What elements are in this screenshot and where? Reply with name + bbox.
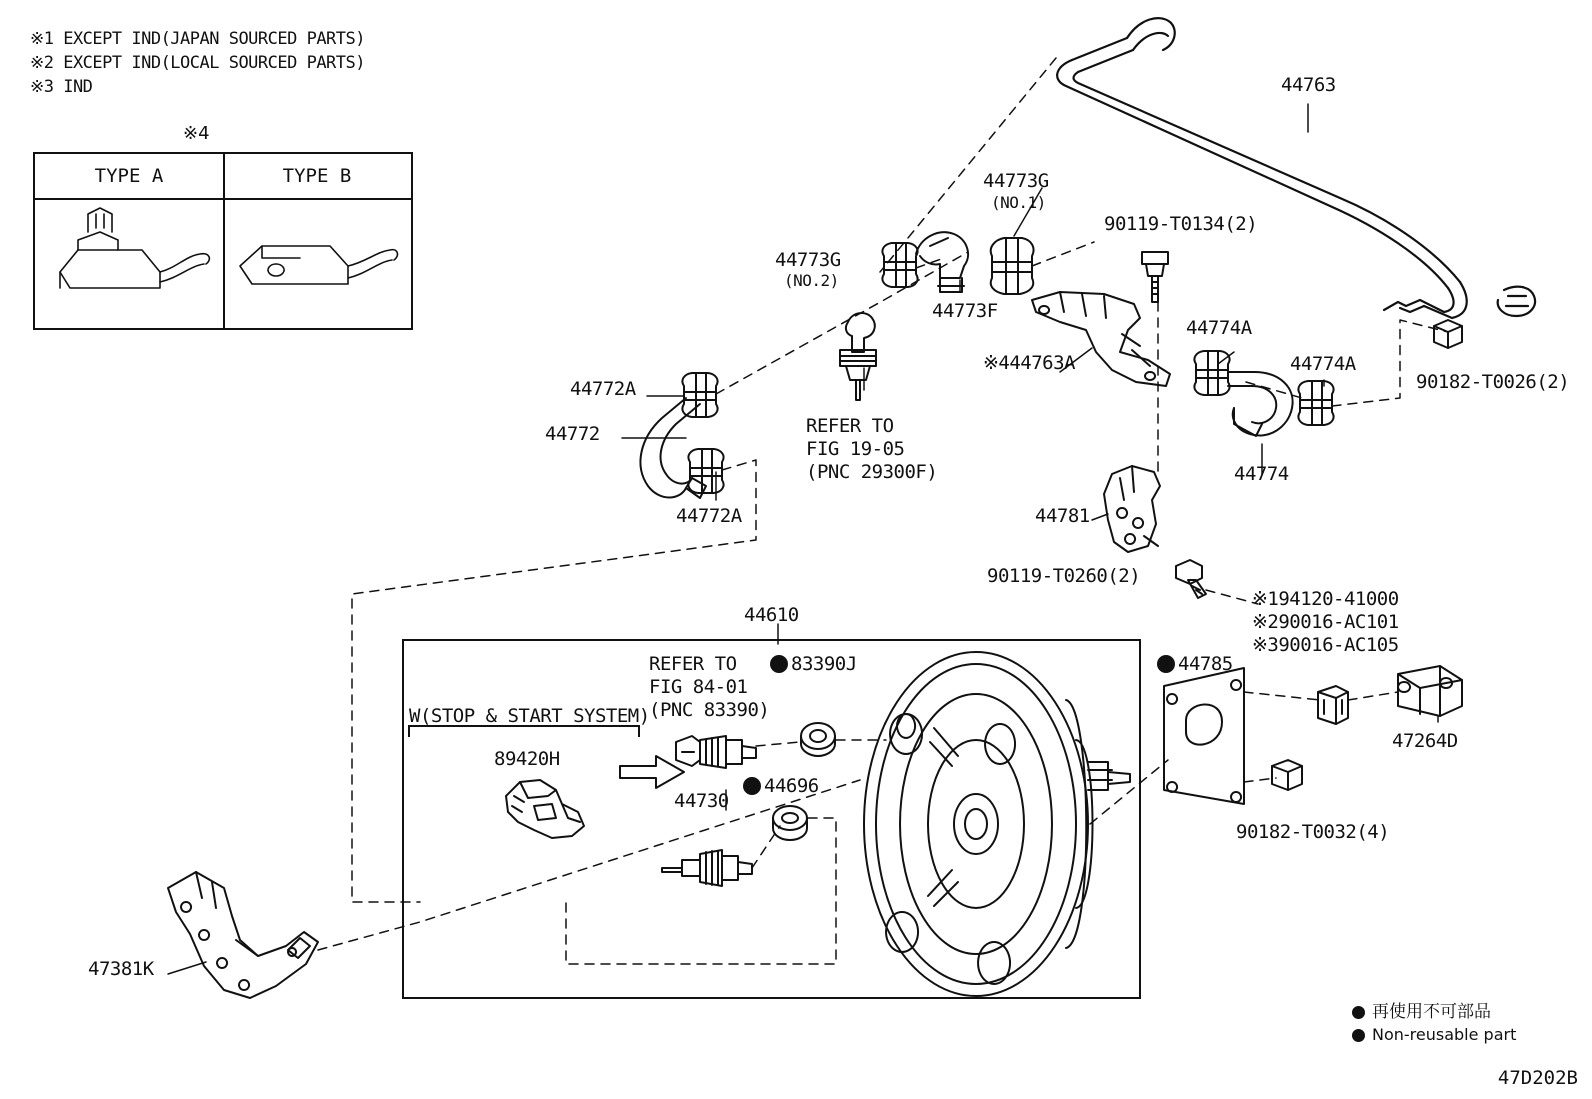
label-90016-AC105: ※390016-AC105 [1252, 634, 1399, 656]
label-47264D: 47264D [1392, 730, 1458, 752]
refer-to-fig-19-05-line2: FIG 19-05 [806, 438, 905, 460]
label-44774: 44774 [1234, 463, 1289, 485]
part-44763-tube [1057, 18, 1535, 318]
refer-to-fig-84-01-line3: (PNC 83390) [649, 699, 770, 721]
note-line-2: ※2 EXCEPT IND(LOCAL SOURCED PARTS) [30, 53, 365, 73]
part-90119-T0134-bolt [1142, 252, 1168, 302]
part-44772A-clamp-bottom [688, 449, 723, 493]
part-90119-T0260-bolt [1176, 560, 1206, 598]
label-44730: 44730 [674, 790, 729, 812]
label-44785: 44785 [1178, 653, 1233, 675]
note-line-1: ※1 EXCEPT IND(JAPAN SOURCED PARTS) [30, 29, 365, 49]
legend-non-reusable-en [1352, 1025, 1516, 1045]
refer-to-fig-19-05-line3: (PNC 29300F) [806, 461, 938, 483]
type-table-divider-horizontal [35, 198, 411, 200]
label-44696: 44696 [764, 775, 819, 797]
part-29300F-valve [840, 313, 876, 400]
label-44774A-2: 44774A [1290, 353, 1356, 375]
type-table-header-a: TYPE A [94, 165, 164, 187]
label-44774A-1: 44774A [1186, 317, 1252, 339]
label-90182-T0026: 90182-T0026(2) [1416, 371, 1570, 393]
label-44772A-2: 44772A [676, 505, 742, 527]
type-table-marker: ※4 [183, 123, 210, 144]
label-44610: 44610 [744, 604, 799, 626]
label-44773G-no2-sub: (NO.2) [784, 271, 839, 290]
refer-to-fig-84-01-line2: FIG 84-01 [649, 676, 748, 698]
refer-to-fig-19-05-line1: REFER TO [806, 415, 894, 437]
stop-start-system-label: W(STOP & START SYSTEM) [409, 705, 650, 727]
part-44781-bracket [1104, 466, 1160, 552]
label-44773G-no2: 44773G [775, 249, 841, 271]
label-44781: 44781 [1035, 505, 1090, 527]
refer-to-fig-84-01-line1: REFER TO [649, 653, 737, 675]
label-90119-T0134: 90119-T0134(2) [1104, 213, 1258, 235]
legend-dot-icon-2 [1352, 1029, 1365, 1042]
note-line-3: ※3 IND [30, 77, 93, 97]
part-collar-94120 [1318, 686, 1348, 724]
part-44785-gasket [1164, 668, 1244, 804]
label-47381K: 47381K [88, 958, 154, 980]
label-44763: 44763 [1281, 74, 1336, 96]
label-90182-T0032: 90182-T0032(4) [1236, 821, 1390, 843]
booster-assembly-box [402, 639, 1141, 999]
part-44773F-hose [916, 232, 968, 292]
label-44773G-no1-sub: (NO.1) [991, 193, 1046, 212]
label-83390J: 83390J [791, 653, 857, 675]
part-44774-hose [1228, 372, 1293, 436]
label-44763A: ※444763A [983, 352, 1075, 374]
label-44773G-no1: 44773G [983, 170, 1049, 192]
part-47381K-bracket [168, 872, 318, 998]
legend-non-reusable-jp [1352, 997, 1491, 1022]
label-90016-AC101: ※290016-AC101 [1252, 611, 1399, 633]
part-47264D-bracket [1398, 666, 1462, 716]
label-94120-41000: ※194120-41000 [1252, 588, 1399, 610]
part-44773G-no1-clamp [991, 238, 1034, 294]
label-44772A-1: 44772A [570, 378, 636, 400]
part-44773G-no2-clamp [882, 243, 917, 287]
part-44772-hose [640, 398, 706, 498]
part-44772A-clamp-top [682, 373, 717, 417]
label-90119-T0260: 90119-T0260(2) [987, 565, 1141, 587]
type-table [33, 152, 413, 330]
part-90182-T0026-nut [1434, 320, 1462, 348]
legend-dot-icon [1352, 1006, 1365, 1019]
diagram-code: 47D202B [1497, 1067, 1578, 1089]
label-44773F: 44773F [932, 300, 998, 322]
label-44772: 44772 [545, 423, 600, 445]
legend-jp-text: 再使用不可部品 [1372, 1002, 1491, 1022]
part-44774A-clamp-1 [1194, 351, 1229, 395]
part-44774A-clamp-2 [1298, 381, 1333, 425]
part-90182-T0032-nut [1272, 760, 1302, 790]
legend-en-text: Non-reusable part [1372, 1025, 1517, 1044]
label-89420H: 89420H [494, 748, 560, 770]
type-table-header-b: TYPE B [282, 165, 352, 187]
